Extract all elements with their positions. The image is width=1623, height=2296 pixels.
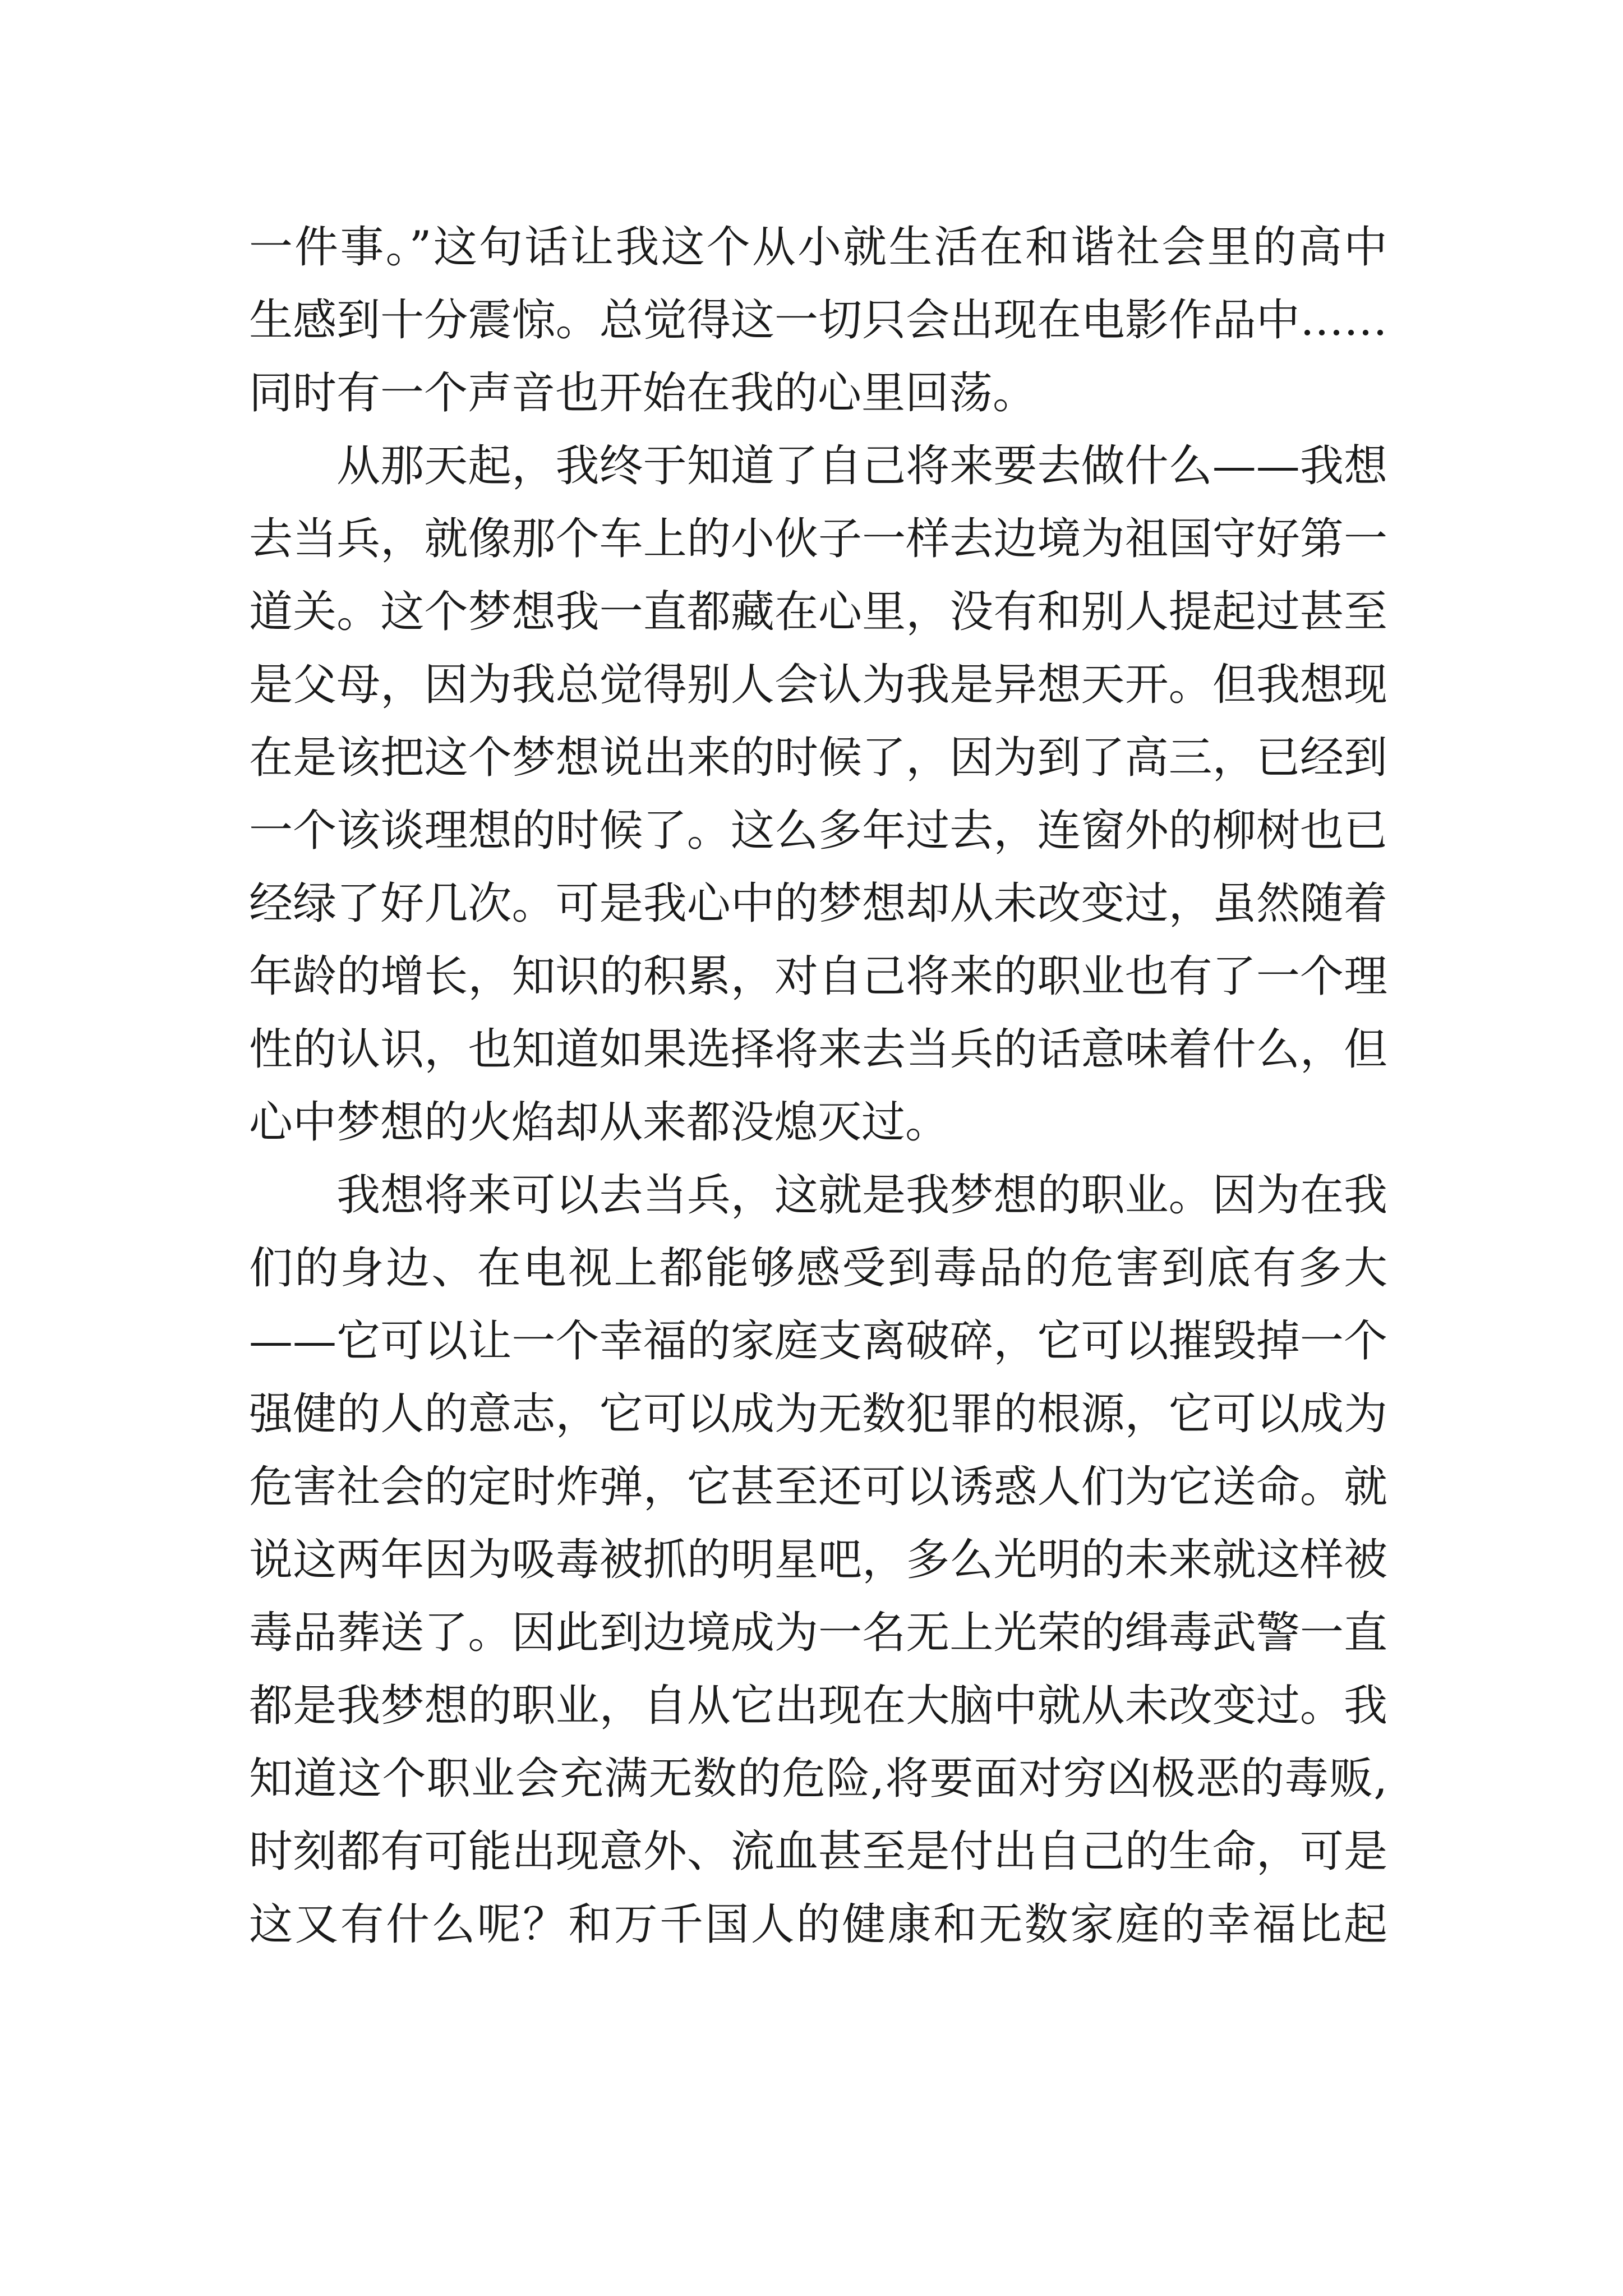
- text-line: 经绿了好几次。可是我心中的梦想却从未改变过，虽然随着: [249, 878, 1387, 929]
- text-line: 危害社会的定时炸弹，它甚至还可以诱惑人们为它送命。就: [249, 1462, 1387, 1512]
- text-line: 说这两年因为吸毒被抓的明星吧，多么光明的未来就这样被: [249, 1535, 1387, 1585]
- text-line: 们的身边、在电视上都能够感受到毒品的危害到底有多大: [249, 1243, 1387, 1294]
- text-line: 都是我梦想的职业，自从它出现在大脑中就从未改变过。我: [249, 1681, 1387, 1731]
- text-line: 去当兵，就像那个车上的小伙子一样去边境为祖国守好第一: [249, 514, 1387, 564]
- text-line: 心中梦想的火焰却从来都没熄灭过。: [249, 1097, 949, 1148]
- text-line: 生感到十分震惊。总觉得这一切只会出现在电影作品中……: [249, 295, 1387, 346]
- text-line: 时刻都有可能出现意外、流血甚至是付出自己的生命，可是: [249, 1826, 1387, 1877]
- body-text: [249, 211, 1387, 1961]
- text-line: ——它可以让一个幸福的家庭支离破碎，它可以摧毁掉一个: [249, 1316, 1387, 1366]
- text-line: 一件事。”这句话让我这个从小就生活在和谐社会里的高中: [249, 222, 1387, 273]
- text-line: 性的认识，也知道如果选择将来去当兵的话意味着什么，但: [249, 1024, 1387, 1075]
- text-line: 一个该谈理想的时候了。这么多年过去，连窗外的柳树也已: [249, 806, 1387, 856]
- text-line: 道关。这个梦想我一直都藏在心里，没有和别人提起过甚至: [249, 587, 1387, 637]
- text-line: 年龄的增长，知识的积累，对自己将来的职业也有了一个理: [249, 951, 1387, 1002]
- text-line: 同时有一个声音也开始在我的心里回荡。: [249, 368, 1037, 418]
- text-line: 我想将来可以去当兵，这就是我梦想的职业。因为在我: [336, 1170, 1387, 1221]
- text-line: 毒品葬送了。因此到边境成为一名无上光荣的缉毒武警一直: [249, 1608, 1387, 1658]
- text-line: 知道这个职业会充满无数的危险,将要面对穷凶极恶的毒贩,: [249, 1754, 1387, 1804]
- text-line: 是父母，因为我总觉得别人会认为我是异想天开。但我想现: [249, 660, 1387, 710]
- text-line: 在是该把这个梦想说出来的时候了，因为到了高三，已经到: [249, 733, 1387, 783]
- text-line: 这又有什么呢？和万千国人的健康和无数家庭的幸福比起: [249, 1899, 1387, 1950]
- text-line: 强健的人的意志，它可以成为无数犯罪的根源，它可以成为: [249, 1389, 1387, 1439]
- text-line: 从那天起，我终于知道了自己将来要去做什么——我想: [336, 441, 1387, 491]
